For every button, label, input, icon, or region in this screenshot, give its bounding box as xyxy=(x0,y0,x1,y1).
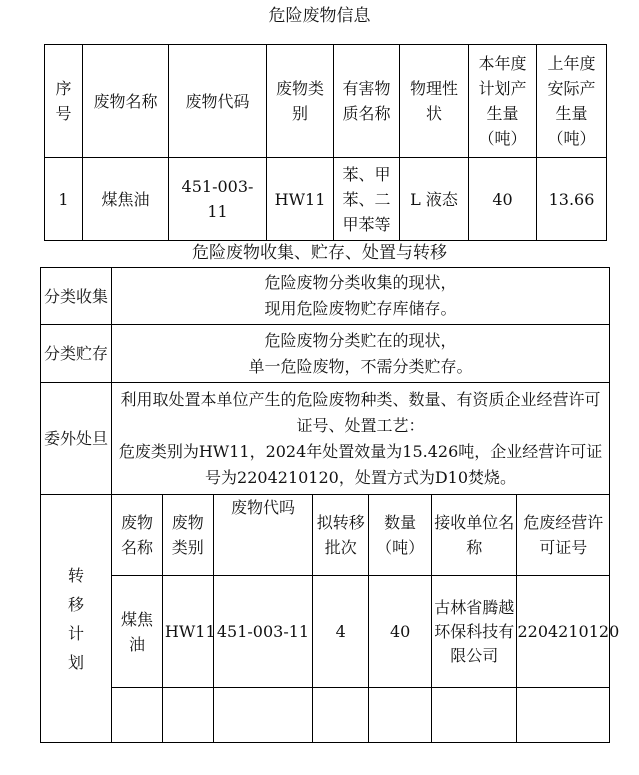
transfer-cell-category: HW11 xyxy=(162,576,213,688)
table-row-empty xyxy=(41,688,610,743)
collection-content xyxy=(112,268,610,325)
cell-physical-state: L 液态 xyxy=(400,158,469,241)
transfer-cell-receiver: 古林省腾越环保科技有限公司 xyxy=(432,576,517,688)
storage-row xyxy=(41,325,610,383)
transfer-cell-quantity: 40 xyxy=(369,576,432,688)
collection-line-2: 现用危险废物贮存库储存。 xyxy=(264,299,457,318)
empty-cell xyxy=(112,688,163,743)
transfer-header-code: 废物代吗 xyxy=(213,495,313,576)
cell-planned-amount: 40 xyxy=(469,158,537,241)
table-row xyxy=(41,576,610,688)
handling-table xyxy=(40,267,620,743)
cell-waste-category: HW11 xyxy=(267,158,334,241)
outsourcing-line-2: 危废类别为HW11，2024年处置效量为15.426吨，企业经营许可证号为2204210120，处置方式为D10焚烧。 xyxy=(118,441,603,487)
transfer-header-waste-name: 废物名称 xyxy=(112,495,163,576)
header-seq: 序号 xyxy=(45,45,83,158)
header-waste-category: 废物类别 xyxy=(267,45,334,158)
outsourcing-label: 委外处旦 xyxy=(41,383,112,495)
header-planned-amount: 本年度计划产生量（吨） xyxy=(469,45,537,158)
transfer-cell-batches: 4 xyxy=(313,576,369,688)
transfer-header-license: 危废经营许可证号 xyxy=(517,495,610,576)
transfer-header-batches: 拟转移批次 xyxy=(313,495,369,576)
cell-hazardous-substance: 苯、甲苯、二甲苯等 xyxy=(334,158,400,241)
transfer-header-row xyxy=(41,495,610,576)
header-waste-name: 废物名称 xyxy=(83,45,169,158)
cell-seq: 1 xyxy=(45,158,83,241)
transfer-header-quantity: 数量（吨） xyxy=(369,495,432,576)
cell-waste-name: 煤焦油 xyxy=(83,158,169,241)
transfer-header-receiver: 接收单位名称 xyxy=(432,495,517,576)
outsourcing-content xyxy=(112,383,610,495)
page-title: 危险废物信息 xyxy=(268,6,371,26)
transfer-cell-waste-name: 煤焦油 xyxy=(112,576,163,688)
storage-label: 分类贮存 xyxy=(41,325,112,383)
header-physical-state: 物理性状 xyxy=(400,45,469,158)
empty-cell xyxy=(213,688,313,743)
storage-content xyxy=(112,325,610,383)
empty-cell xyxy=(517,688,610,743)
header-hazardous-substance: 有害物质名称 xyxy=(334,45,400,158)
transfer-cell-license: 2204210120 xyxy=(517,576,610,688)
cell-waste-code: 451-003-11 xyxy=(169,158,267,241)
cell-actual-amount: 13.66 xyxy=(537,158,607,241)
transfer-cell-code: 451-003-11 xyxy=(213,576,313,688)
empty-cell xyxy=(369,688,432,743)
header-waste-code: 废物代码 xyxy=(169,45,267,158)
outsourcing-row xyxy=(41,383,610,495)
table-row xyxy=(45,158,607,241)
empty-cell xyxy=(162,688,213,743)
table-header-row xyxy=(45,45,607,158)
collection-label: 分类收集 xyxy=(41,268,112,325)
section-title: 危险废物收集、贮存、处置与转移 xyxy=(192,243,447,263)
storage-line-1: 危险废物分类贮在的现状， xyxy=(264,330,457,350)
transfer-plan-label: 转移计划 xyxy=(41,495,112,743)
empty-cell xyxy=(432,688,517,743)
empty-cell xyxy=(313,688,369,743)
collection-row xyxy=(41,268,610,325)
header-actual-amount: 上年度安际产生量（吨） xyxy=(537,45,607,158)
waste-info-table xyxy=(44,44,607,241)
storage-line-2: 单一危险废物，不需分类贮存。 xyxy=(248,356,473,376)
collection-line-1: 危险废物分类收集的现状， xyxy=(264,273,457,292)
transfer-header-category: 废物类别 xyxy=(162,495,213,576)
outsourcing-line-1: 利用取处置本单位产生的危险废物种类、数量、有资质企业经营许可证号、处置工艺： xyxy=(120,389,601,435)
